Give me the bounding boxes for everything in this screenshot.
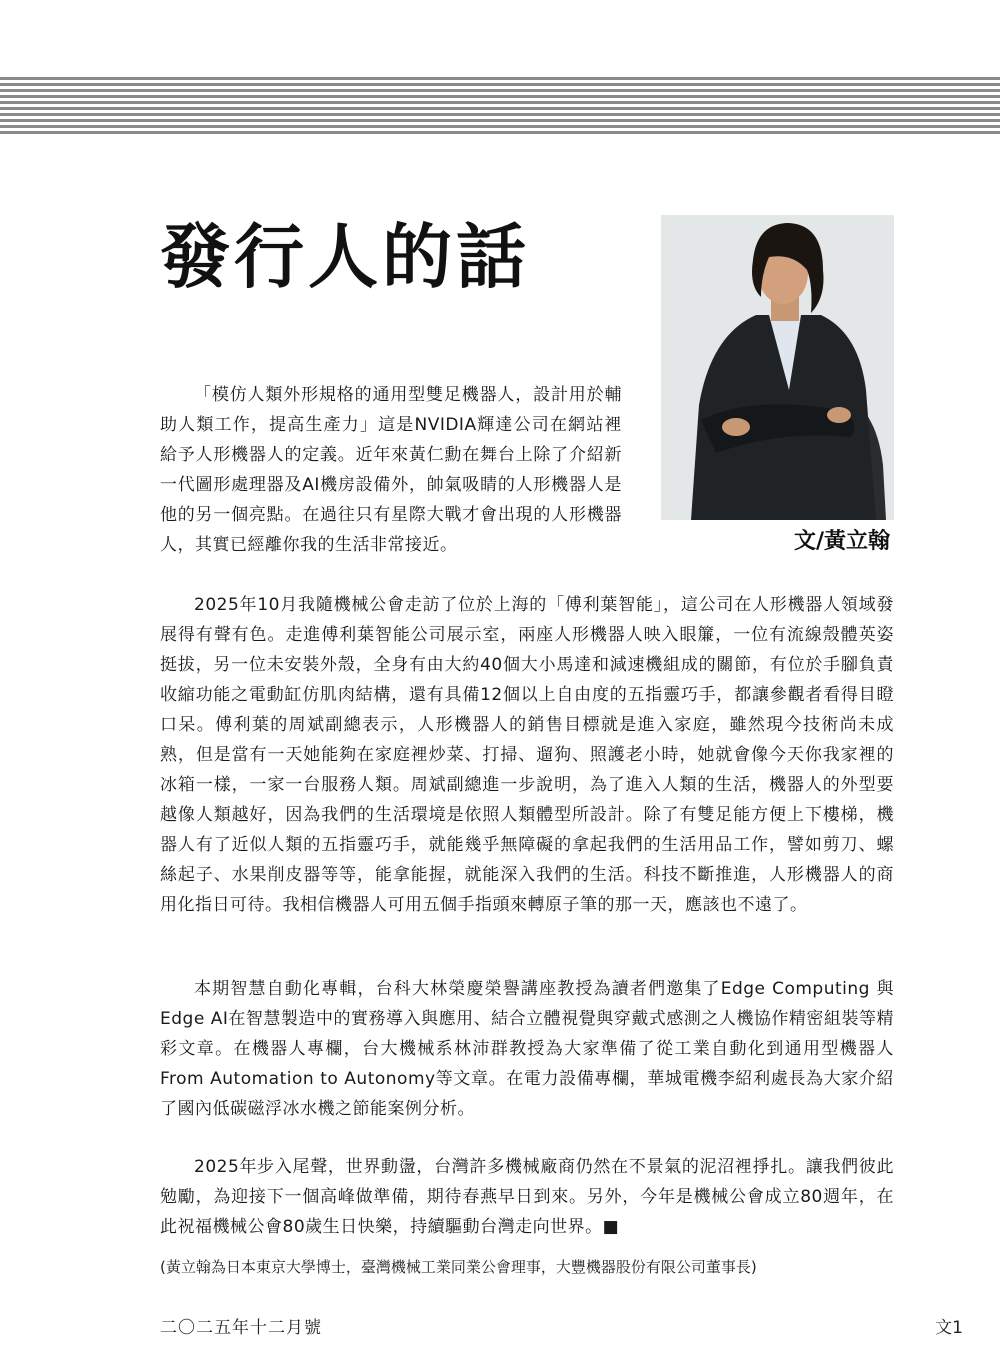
author-portrait-image bbox=[661, 215, 894, 520]
page-title: 發行人的話 bbox=[160, 215, 530, 298]
footer-issue: 二〇二五年十二月號 bbox=[160, 1318, 322, 1338]
paragraph-2: 2025年10月我隨機械公會走訪了位於上海的「傅利葉智能」，這公司在人形機器人領域發展得有聲有色。走進傅利葉智能公司展示室，兩座人形機器人映入眼簾，一位有流線殼體英姿挺拔，另一位未安裝外殼，全身有由大約40個大小馬達和減速機組成的關節，有位於手腳負責收縮功能之電動缸仿肌肉結構，還有具備12個以上自由度的五指靈巧手，都讓參觀者看得目瞪口呆。傅利葉的周斌副總表示，人形機器人的銷售目標就是進入家庭，雖然現今技術尚未成熟，但是當有一天她能夠在家庭裡炒菜、打掃、遛狗、照護老小時，她就會像今天你我家裡的冰箱一樣，一家一台服務人類。周斌副總進一步說明，為了進入人類的生活，機器人的外型要越像人類越好，因為我們的生活環境是依照人類體型所設計。除了有雙足能方便上下樓梯，機器人有了近似人類的五指靈巧手，就能幾乎無障礙的拿起我們的生活用品工作，譬如剪刀、螺絲起子、水果削皮器等等，能拿能握，就能深入我們的生活。科技不斷推進，人形機器人的商用化指日可待。我相信機器人可用五個手指頭來轉原子筆的那一天，應該也不遠了。 bbox=[160, 595, 894, 915]
paragraph-3: 本期智慧自動化專輯，台科大林榮慶榮譽講座教授為讀者們邀集了Edge Computing 與Edge AI在智慧製造中的實務導入與應用、結合立體視覺與穿戴式感測之人機協作精密組裝等精彩文章。在機器人專欄，台大機械系林沛群教授為大家準備了從工業自動化到通用型機器人From Automation to Autonomy等文章。在電力設備專欄，華城電機李紹利處長為大家介紹了國內低碳磁浮冰水機之節能案例分析。 bbox=[160, 979, 894, 1119]
byline: 文/黃立翰 bbox=[793, 529, 890, 554]
header-stripe-band bbox=[0, 77, 1000, 135]
paragraph-1: 「模仿人類外形規格的通用型雙足機器人，設計用於輔助人類工作，提高生產力」這是NVIDIA輝達公司在網站裡給予人形機器人的定義。近年來黃仁勳在舞台上除了介紹新一代圖形處理器及AI機房設備外，帥氣吸睛的人形機器人是他的另一個亮點。在過往只有星際大戰才會出現的人形機器人，其實已經離你我的生活非常接近。 bbox=[160, 385, 622, 555]
author-portrait bbox=[661, 215, 894, 520]
paragraph-4: 2025年步入尾聲，世界動盪，台灣許多機械廠商仍然在不景氣的泥沼裡掙扎。讓我們彼此勉勵，為迎接下一個高峰做準備，期待春燕早日到來。另外，今年是機械公會成立80週年，在此祝福機械公會80歲生日快樂，持續驅動台灣走向世界。■ bbox=[160, 1157, 894, 1237]
author-note: (黃立翰為日本東京大學博士，臺灣機械工業同業公會理事，大豐機器股份有限公司董事長) bbox=[160, 1258, 757, 1276]
footer-page-number: 文1 bbox=[935, 1318, 963, 1338]
